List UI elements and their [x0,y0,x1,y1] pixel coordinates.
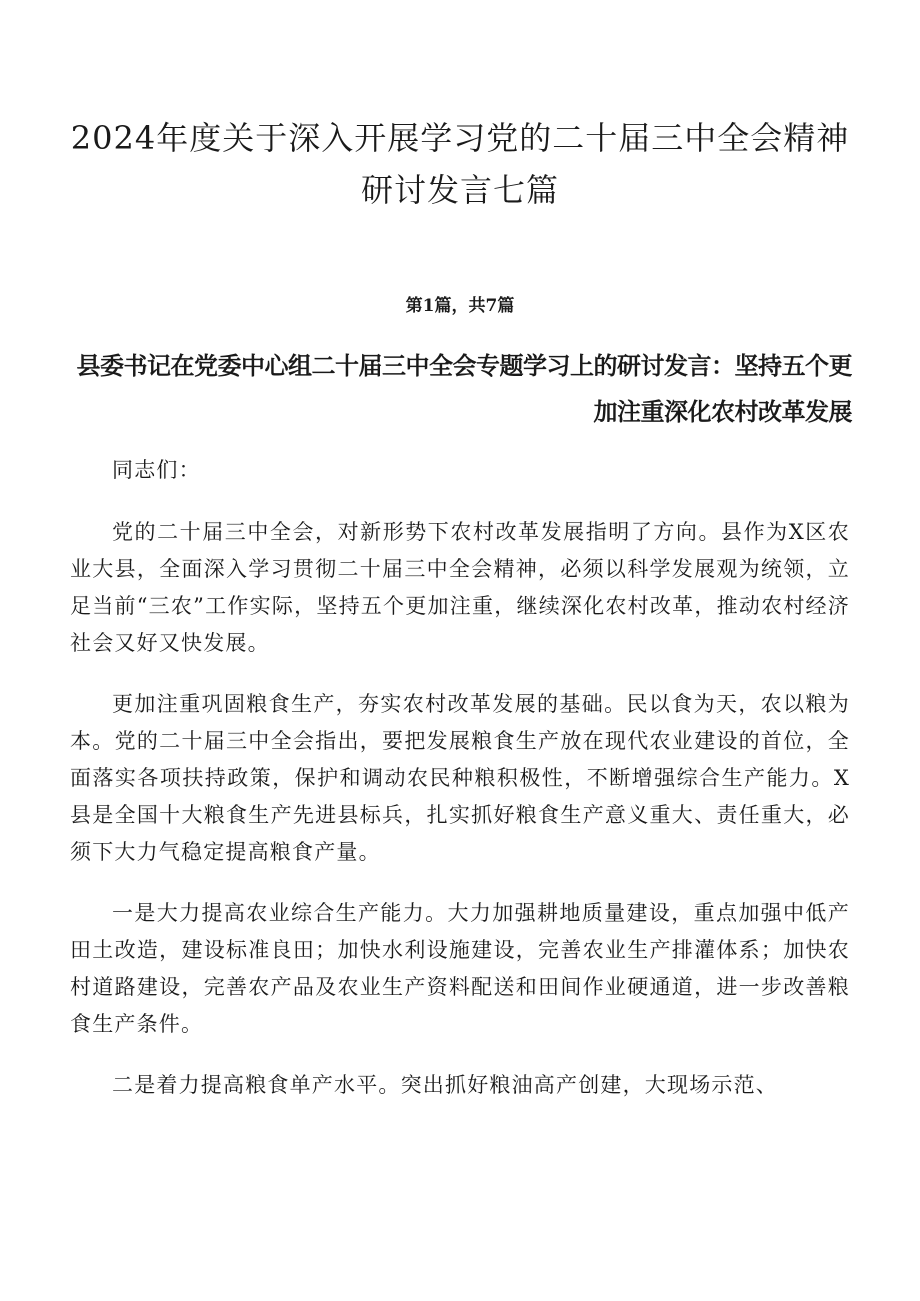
body-paragraph-1: 党的二十届三中全会，对新形势下农村改革发展指明了方向。县作为X区农业大县，全面深入学习贯彻二十届三中全会精神，必须以科学发展观为统领，立足当前“三农”工作实际，坚持五个更加注重，继续深化农村改革，推动农村经济社会又好又快发展。 [70,520,850,655]
document-title: 2024年度关于深入开展学习党的二十届三中全会精神研讨发言七篇 [70,119,850,209]
part-indicator: 第1篇，共7篇 [405,296,515,316]
body-paragraph-3: 一是大力提高农业综合生产能力。大力加强耕地质量建设，重点加强中低产田土改造，建设标准良田；加快水利设施建设，完善农业生产排灌体系；加快农村道路建设，完善农产品及农业生产资料配送和田间作业硬通道，进一步改善粮食生产条件。 [70,901,850,1036]
document-body [70,452,850,1104]
body-paragraph-4: 二是着力提高粮食单产水平。突出抓好粮油高产创建，大现场示范、 [112,1073,778,1097]
section-title: 县委书记在党委中心组二十届三中全会专题学习上的研讨发言：坚持五个更加注重深化农村改革发展 [76,352,852,426]
body-paragraph-2: 更加注重巩固粮食生产，夯实农村改革发展的基础。民以食为天，农以粮为本。党的二十届三中全会指出，要把发展粮食生产放在现代农业建设的首位，全面落实各项扶持政策，保护和调动农民种粮积极性，不断增强综合生产能力。X县是全国十大粮食生产先进县标兵，扎实抓好粮食生产意义重大、责任重大，必须下大力气稳定提高粮食产量。 [70,692,850,864]
salutation: 同志们： [112,458,201,482]
